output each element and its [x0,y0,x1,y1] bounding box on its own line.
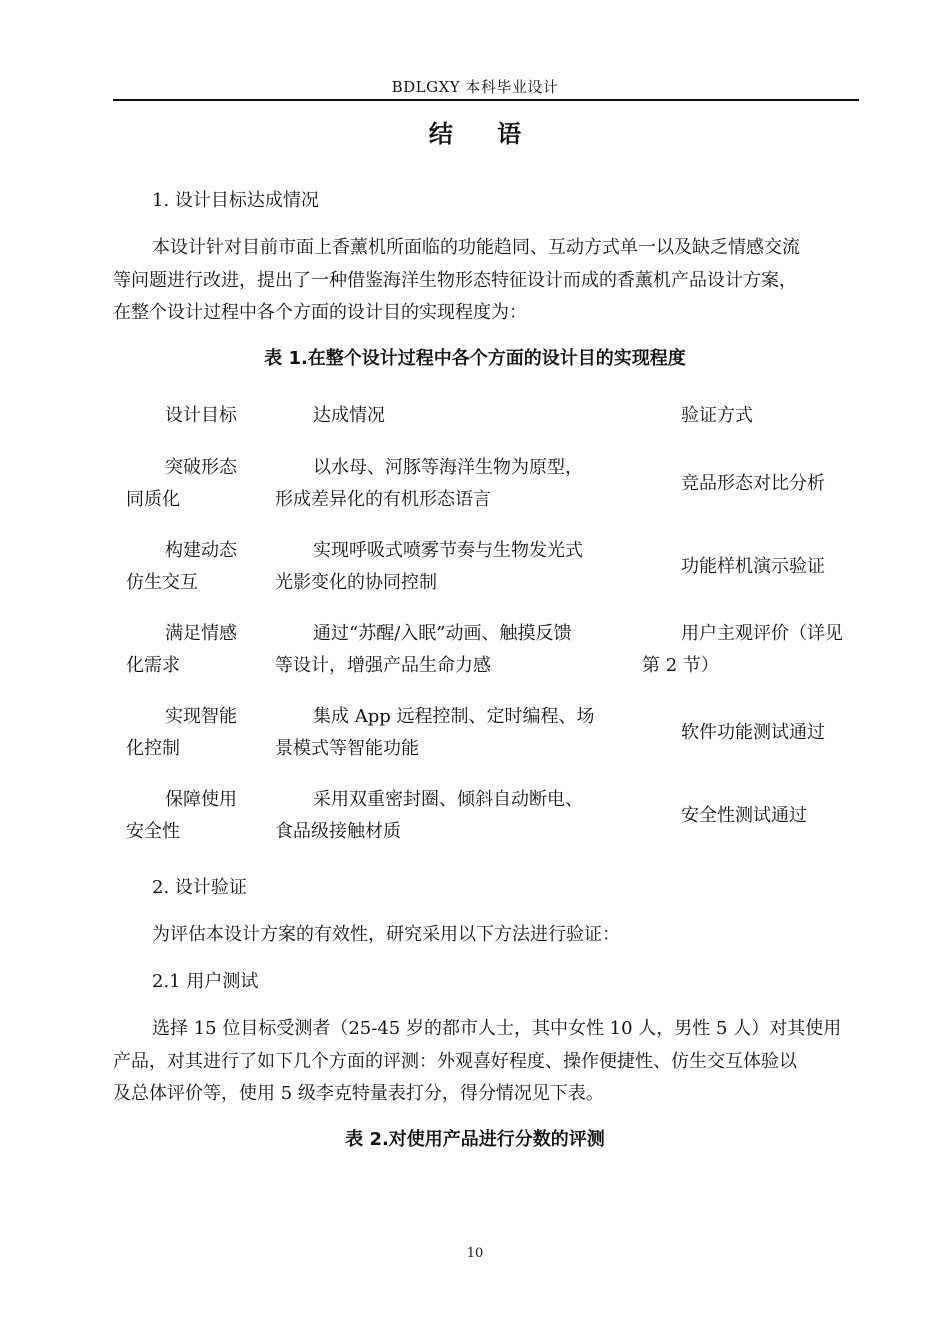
section2-heading: 2. 设计验证 [152,877,247,898]
status-cell-line: 景模式等智能功能 [275,738,419,759]
section1-paragraph-line: 在整个设计过程中各个方面的设计目的实现程度为： [113,302,527,323]
table1-header-goal: 设计目标 [165,405,237,426]
status-cell-line: 通过“苏醒/入眠”动画、触摸反馈 [313,623,572,644]
page-header: BDLGXY 本科毕业设计 [391,78,559,96]
status-cell-line: 以水母、河豚等海洋生物为原型， [313,457,583,478]
section2-paragraph-line: 产品，对其进行了如下几个方面的评测：外观喜好程度、操作便捷性、仿生交互体验以 [113,1051,797,1072]
method-cell-line: 软件功能测试通过 [681,722,825,743]
page-number: 10 [466,1246,484,1261]
method-cell-line: 用户主观评价（详见 [681,623,843,644]
section1-heading: 1. 设计目标达成情况 [152,190,319,211]
goal-cell-line: 同质化 [126,489,180,510]
section2-subheading: 2.1 用户测试 [152,971,259,992]
status-cell-line: 食品级接触材质 [275,821,401,842]
status-cell-line: 等设计，增强产品生命力感 [275,655,491,676]
goal-cell-line: 化控制 [126,738,180,759]
status-cell-line: 形成差异化的有机形态语言 [275,489,491,510]
method-cell-line: 第 2 节） [642,655,719,676]
goal-cell-line: 构建动态 [165,540,237,561]
section1-paragraph-line: 本设计针对目前市面上香薰机所面临的功能趋同、互动方式单一以及缺乏情感交流 [152,237,800,258]
table1-header-status: 达成情况 [313,405,385,426]
method-cell-line: 竞品形态对比分析 [681,473,825,494]
goal-cell-line: 仿生交互 [126,572,198,593]
goal-cell-line: 满足情感 [165,623,237,644]
section2-intro: 为评估本设计方案的有效性，研究采用以下方法进行验证： [152,924,620,945]
table1-caption: 表 1.在整个设计过程中各个方面的设计目的实现程度 [264,348,686,369]
status-cell-line: 集成 App 远程控制、定时编程、场 [313,706,595,727]
section1-paragraph-line: 等问题进行改进，提出了一种借鉴海洋生物形态特征设计而成的香薰机产品设计方案， [113,270,797,291]
status-cell-line: 采用双重密封圈、倾斜自动断电、 [313,789,583,810]
header-rule [113,99,859,101]
goal-cell-line: 突破形态 [165,457,237,478]
table2-caption: 表 2.对使用产品进行分数的评测 [345,1129,605,1150]
goal-cell-line: 安全性 [126,821,180,842]
section2-paragraph-line: 及总体评价等，使用 5 级李克特量表打分，得分情况见下表。 [113,1083,604,1104]
table1-header-method: 验证方式 [681,405,753,426]
method-cell-line: 功能样机演示验证 [681,556,825,577]
goal-cell-line: 实现智能 [165,706,237,727]
chapter-title: 结 语 [428,120,540,148]
goal-cell-line: 保障使用 [165,789,237,810]
status-cell-line: 光影变化的协同控制 [275,572,437,593]
status-cell-line: 实现呼吸式喷雾节奏与生物发光式 [313,540,583,561]
section2-paragraph-line: 选择 15 位目标受测者（25-45 岁的都市人士，其中女性 10 人，男性 5 人）对其使用 [152,1018,842,1039]
method-cell-line: 安全性测试通过 [681,805,807,826]
goal-cell-line: 化需求 [126,655,180,676]
